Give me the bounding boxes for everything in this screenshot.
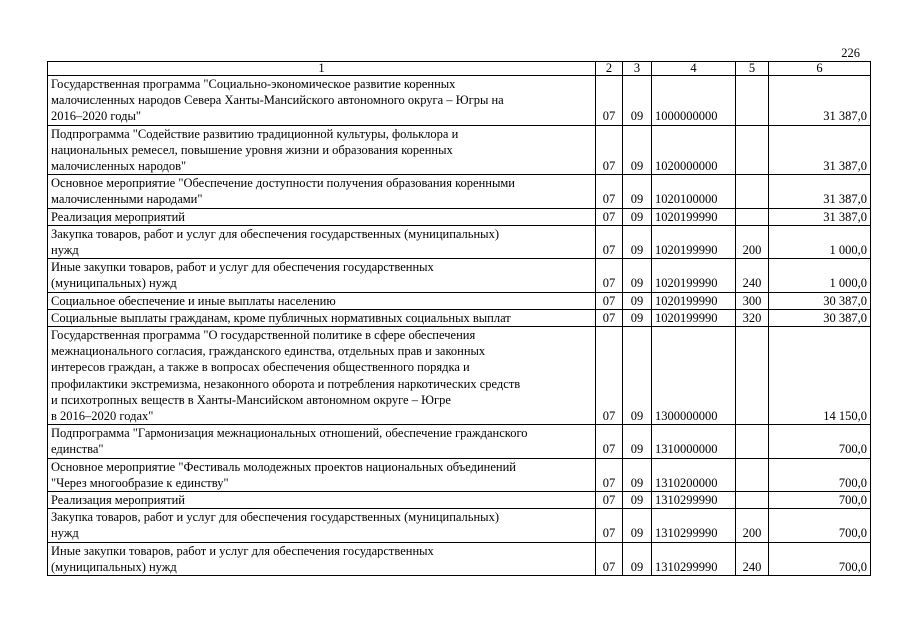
cell-section: 07 <box>596 458 623 491</box>
cell-subsection: 09 <box>623 309 652 326</box>
cell-name: Закупка товаров, работ и услуг для обеспечения государственных (муниципальных) нужд <box>48 509 596 542</box>
cell-sum: 31 387,0 <box>769 208 871 225</box>
cell-subsection: 09 <box>623 175 652 208</box>
cell-target-code: 1000000000 <box>652 76 736 126</box>
table-row <box>48 458 871 491</box>
cell-subsection: 09 <box>623 492 652 509</box>
cell-subsection: 09 <box>623 509 652 542</box>
cell-sum: 700,0 <box>769 492 871 509</box>
cell-sum: 31 387,0 <box>769 125 871 175</box>
budget-table <box>47 61 871 576</box>
cell-target-code: 1020199990 <box>652 259 736 292</box>
table-row <box>48 492 871 509</box>
cell-subsection: 09 <box>623 259 652 292</box>
cell-sum: 14 150,0 <box>769 327 871 425</box>
cell-expense-type <box>736 175 769 208</box>
table-row <box>48 509 871 542</box>
table-row <box>48 309 871 326</box>
cell-name: Закупка товаров, работ и услуг для обеспечения государственных (муниципальных) нужд <box>48 225 596 258</box>
header-cell: 3 <box>623 62 652 76</box>
table-row <box>48 175 871 208</box>
cell-expense-type <box>736 425 769 458</box>
cell-target-code: 1020199990 <box>652 292 736 309</box>
cell-section: 07 <box>596 259 623 292</box>
cell-name: Основное мероприятие "Обеспечение доступности получения образования коренными малочисленными народами" <box>48 175 596 208</box>
cell-sum: 700,0 <box>769 425 871 458</box>
cell-section: 07 <box>596 292 623 309</box>
table-row <box>48 125 871 175</box>
cell-name: Реализация мероприятий <box>48 492 596 509</box>
cell-section: 07 <box>596 208 623 225</box>
cell-name: Реализация мероприятий <box>48 208 596 225</box>
cell-target-code: 1020000000 <box>652 125 736 175</box>
cell-section: 07 <box>596 309 623 326</box>
cell-expense-type <box>736 125 769 175</box>
cell-subsection: 09 <box>623 208 652 225</box>
cell-subsection: 09 <box>623 327 652 425</box>
cell-sum: 700,0 <box>769 509 871 542</box>
cell-sum: 31 387,0 <box>769 175 871 208</box>
cell-expense-type <box>736 458 769 491</box>
cell-subsection: 09 <box>623 76 652 126</box>
table-row <box>48 542 871 575</box>
cell-name: Государственная программа "Социально-экономическое развитие коренных малочисленных народов Севера Ханты-Мансийского автономного округа – Югры на 2016–2020 годы" <box>48 76 596 126</box>
cell-name: Подпрограмма "Содействие развитию традиционной культуры, фольклора и национальных ремесел, повышение уровня жизни и образования коренных малочисленных народов" <box>48 125 596 175</box>
cell-section: 07 <box>596 542 623 575</box>
header-cell: 6 <box>769 62 871 76</box>
cell-section: 07 <box>596 175 623 208</box>
cell-sum: 31 387,0 <box>769 76 871 126</box>
cell-target-code: 1310299990 <box>652 509 736 542</box>
cell-expense-type: 200 <box>736 509 769 542</box>
cell-sum: 30 387,0 <box>769 292 871 309</box>
cell-name: Социальные выплаты гражданам, кроме публичных нормативных социальных выплат <box>48 309 596 326</box>
cell-sum: 700,0 <box>769 458 871 491</box>
cell-expense-type: 240 <box>736 259 769 292</box>
cell-target-code: 1020199990 <box>652 309 736 326</box>
table-row <box>48 225 871 258</box>
table-row <box>48 327 871 425</box>
cell-name: Основное мероприятие "Фестиваль молодежных проектов национальных объединений "Через многообразие к единству" <box>48 458 596 491</box>
cell-expense-type: 320 <box>736 309 769 326</box>
cell-section: 07 <box>596 125 623 175</box>
cell-target-code: 1310000000 <box>652 425 736 458</box>
cell-expense-type <box>736 327 769 425</box>
cell-expense-type: 240 <box>736 542 769 575</box>
cell-subsection: 09 <box>623 542 652 575</box>
cell-sum: 700,0 <box>769 542 871 575</box>
cell-target-code: 1310299990 <box>652 542 736 575</box>
cell-name: Государственная программа "О государственной политике в сфере обеспечения межнационального согласия, гражданского единства, отдельных прав и законных интересов граждан, а также в вопросах обеспечения общественного порядка и профилактики экстремизма, незаконного оборота и потребления наркотических средств и психотропных веществ в Ханты-Мансийском автономном округе – Югре в 2016–2020 годах" <box>48 327 596 425</box>
cell-target-code: 1020100000 <box>652 175 736 208</box>
cell-section: 07 <box>596 327 623 425</box>
cell-sum: 1 000,0 <box>769 259 871 292</box>
cell-section: 07 <box>596 492 623 509</box>
header-cell: 4 <box>652 62 736 76</box>
cell-name: Иные закупки товаров, работ и услуг для обеспечения государственных (муниципальных) нужд <box>48 542 596 575</box>
cell-expense-type <box>736 208 769 225</box>
table-row <box>48 292 871 309</box>
page-number: 226 <box>841 46 860 60</box>
header-cell: 5 <box>736 62 769 76</box>
cell-expense-type: 200 <box>736 225 769 258</box>
cell-subsection: 09 <box>623 425 652 458</box>
cell-sum: 30 387,0 <box>769 309 871 326</box>
cell-name: Подпрограмма "Гармонизация межнациональных отношений, обеспечение гражданского единства" <box>48 425 596 458</box>
cell-subsection: 09 <box>623 292 652 309</box>
header-cell: 2 <box>596 62 623 76</box>
cell-target-code: 1310299990 <box>652 492 736 509</box>
cell-name: Иные закупки товаров, работ и услуг для обеспечения государственных (муниципальных) нужд <box>48 259 596 292</box>
table-row <box>48 208 871 225</box>
cell-target-code: 1020199990 <box>652 225 736 258</box>
cell-subsection: 09 <box>623 125 652 175</box>
cell-expense-type <box>736 492 769 509</box>
cell-target-code: 1300000000 <box>652 327 736 425</box>
cell-target-code: 1310200000 <box>652 458 736 491</box>
cell-expense-type <box>736 76 769 126</box>
cell-target-code: 1020199990 <box>652 208 736 225</box>
cell-expense-type: 300 <box>736 292 769 309</box>
cell-sum: 1 000,0 <box>769 225 871 258</box>
header-cell: 1 <box>48 62 596 76</box>
table-row <box>48 259 871 292</box>
cell-subsection: 09 <box>623 225 652 258</box>
cell-section: 07 <box>596 425 623 458</box>
cell-section: 07 <box>596 76 623 126</box>
table-row <box>48 425 871 458</box>
table-header-row <box>48 62 871 76</box>
cell-section: 07 <box>596 509 623 542</box>
cell-subsection: 09 <box>623 458 652 491</box>
cell-section: 07 <box>596 225 623 258</box>
table-row <box>48 76 871 126</box>
cell-name: Социальное обеспечение и иные выплаты населению <box>48 292 596 309</box>
